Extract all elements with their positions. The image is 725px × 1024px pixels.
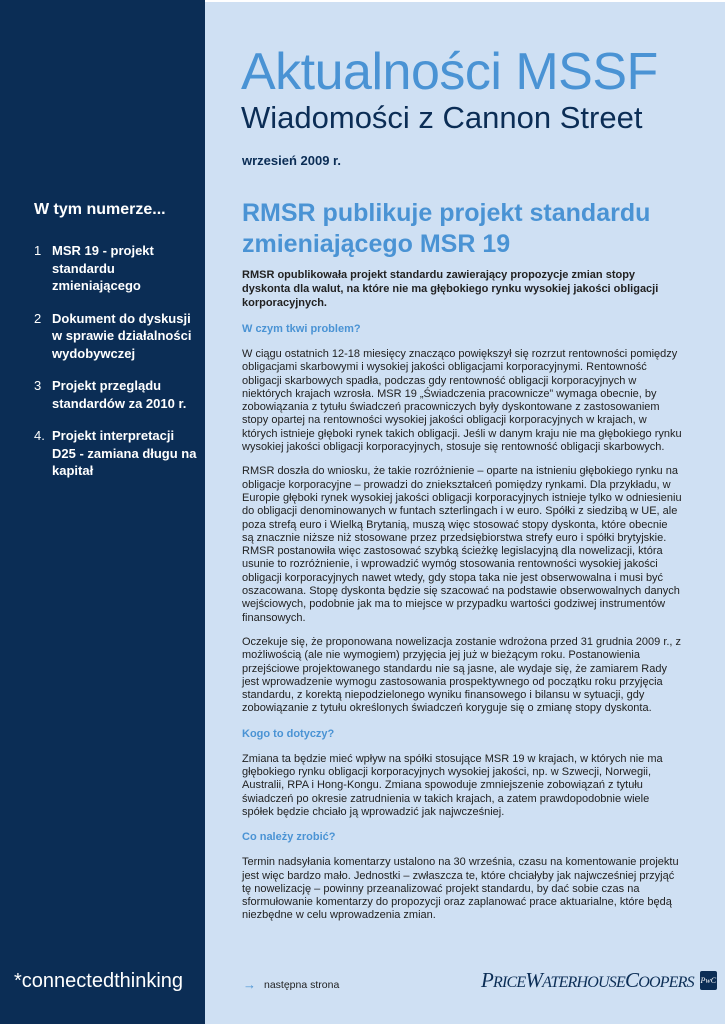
top-divider <box>205 0 725 2</box>
paragraph: RMSR doszła do wniosku, że takie rozróżnienie – oparte na istnieniu głębokiego rynku na obligacje korporacyjne – prowadzi do zniekształceń pomiędzy rynkami. Dla przykładu, w Europie głęboki rynek wysokiej jakości obligacji korporacyjnych istnieje tylko w odniesieniu do obligacji denominowanych w funtach szterlingach i w euro. Spółki z siedzibą w UE, ale poza strefą euro i Wielką Brytanią, muszą więc stosować stopy dyskonta, które obecnie są znacznie niższe niż stosowane przez przedsiębiorstwa strefy euro i spółki brytyjskie. RMSR postanowiła więc zastosować szybką ścieżkę legislacyjną dla nowelizacji, która usunie to rozróżnienie, i wprowadzić wymóg stosowania rentowności wysokiej jakości obligacji korporacyjnych nawet wtedy, gdy stopa taka nie jest obserwowalna i musi być oszacowana. Stopę dyskonta będzie się szacować na podstawie obserwowalnych danych wejściowych, podobnie jak ma to miejsce w przypadku wartości godziwej instrumentów finansowych. <box>242 465 682 624</box>
paragraph: W ciągu ostatnich 12-18 miesięcy znacząco powiększył się rozrzut rentowności pomiędzy obligacjami skarbowymi i wysokiej jakości obligacjami korporacyjnymi. Rentowność obligacji skarbowych spadła, podczas gdy rentowność obligacji korporacyjnych w niektórych krajach wzrosła. MSR 19 „Świadczenia pracownicze” wymaga obecnie, by zobowiązania z tytułu świadczeń pracowniczych były dyskontowane z zastosowaniem stopy opartej na rentowności wysokiej jakości obligacji korporacyjnych w krajach, w których istnieje głęboki rynek takich obligacji. Jeśli w danym kraju nie ma głębokiego rynku wysokiej jakości obligacji korporacyjnych, stosuje się rentowność obligacji skarbowych. <box>242 348 682 454</box>
toc-item[interactable] <box>34 242 200 295</box>
toc-item-label: MSR 19 - projekt standardu zmieniającego <box>52 243 154 293</box>
section-heading: Co należy zrobić? <box>242 831 336 844</box>
masthead <box>241 44 721 136</box>
connectedthinking-tagline: *connectedthinking <box>14 970 184 992</box>
main-content <box>205 0 725 1024</box>
toc-item-number: 4. <box>34 428 45 443</box>
next-page-link[interactable] <box>243 977 339 992</box>
next-page-label: następna strona <box>264 978 340 991</box>
paragraph: Zmiana ta będzie mieć wpływ na spółki stosujące MSR 19 w krajach, w których nie ma głębokiego rynku obligacji korporacyjnych wysokiej jakości, np. w Szwecji, Norwegii, Australii, RPA i Hong-Kongu. Zmiana spowoduje zmniejszenie zobowiązań z tytułu świadczeń po okresie zatrudnienia w takich krajach, a zatem prawdopodobnie wiele spółek będzie chciało ją wprowadzić jak najwcześniej. <box>242 752 663 818</box>
toc-item-label: Dokument do dyskusji w sprawie działalności wydobywczej <box>52 310 192 361</box>
arrow-right-icon: → <box>243 977 256 992</box>
pwc-logo <box>481 968 717 993</box>
newsletter-title: Aktualności MSSF <box>241 43 658 101</box>
sidebar <box>0 0 205 1024</box>
article <box>242 198 682 934</box>
logo-wordmark: PRICEWATERHOUSECOOPERS <box>481 968 694 992</box>
toc-item-number: 2 <box>34 310 42 326</box>
article-headline: RMSR publikuje projekt standardu zmieniającego MSR 19 <box>242 199 651 258</box>
issue-date: wrzesień 2009 r. <box>242 153 342 168</box>
paragraph: Termin nadsyłania komentarzy ustalono na 30 września, czasu na komentowanie projektu jest więc bardzo mało. Jednostki – zwłaszcza te, które chciałyby jak najwcześniej przyjąć tę nowelizację – powinny przeanalizować projekt standardu, by dać sobie czas na sformułowanie komentarzy do propozycji oraz zaplanować prace aktuarialne, które będą niezbędne w celu wprowadzenia zmian. <box>242 856 679 922</box>
section-heading: Kogo to dotyczy? <box>242 727 335 740</box>
newsletter-subtitle: Wiadomości z Cannon Street <box>241 100 643 135</box>
toc-item-number: 1 <box>34 243 42 258</box>
toc-item[interactable] <box>34 427 200 480</box>
toc-item-label: Projekt przeglądu standardów za 2010 r. <box>52 378 187 411</box>
toc-item-label: Projekt interpretacji D25 - zamiana długu na kapitał <box>52 428 197 478</box>
toc-item[interactable] <box>34 310 200 363</box>
paragraph: Oczekuje się, że proponowana nowelizacja zostanie wdrożona przed 31 grudnia 2009 r., z możliwością (ale nie wymogiem) przyjęcia jej już w bieżącym roku. Postanowienia przejściowe projektowanego standardu nie są jasne, ale wydaje się, że zamiarem Rady jest wprowadzenie wymogu zastosowania prospektywnego od początku roku przyjęcia standardu, z korektą niepodzielonego wyniku finansowego i bilansu w sytuacji, gdy zobowiązanie z tytułu określonych świadczeń koryguje się o zmianę stopy dyskonta. <box>242 635 682 715</box>
toc-item-number: 3 <box>34 378 42 393</box>
article-lead: RMSR opublikowała projekt standardu zawierający propozycje zmian stopy dyskonta dla walut, na które nie ma głębokiego rynku wysokiej jakości obligacji korporacyjnych. <box>242 269 659 309</box>
table-of-contents <box>34 242 200 480</box>
toc-item[interactable] <box>34 377 200 412</box>
section-heading: W czym tkwi problem? <box>242 323 361 335</box>
toc-title: W tym numerze... <box>34 201 166 218</box>
pwc-mark-icon: PwC <box>700 971 717 990</box>
